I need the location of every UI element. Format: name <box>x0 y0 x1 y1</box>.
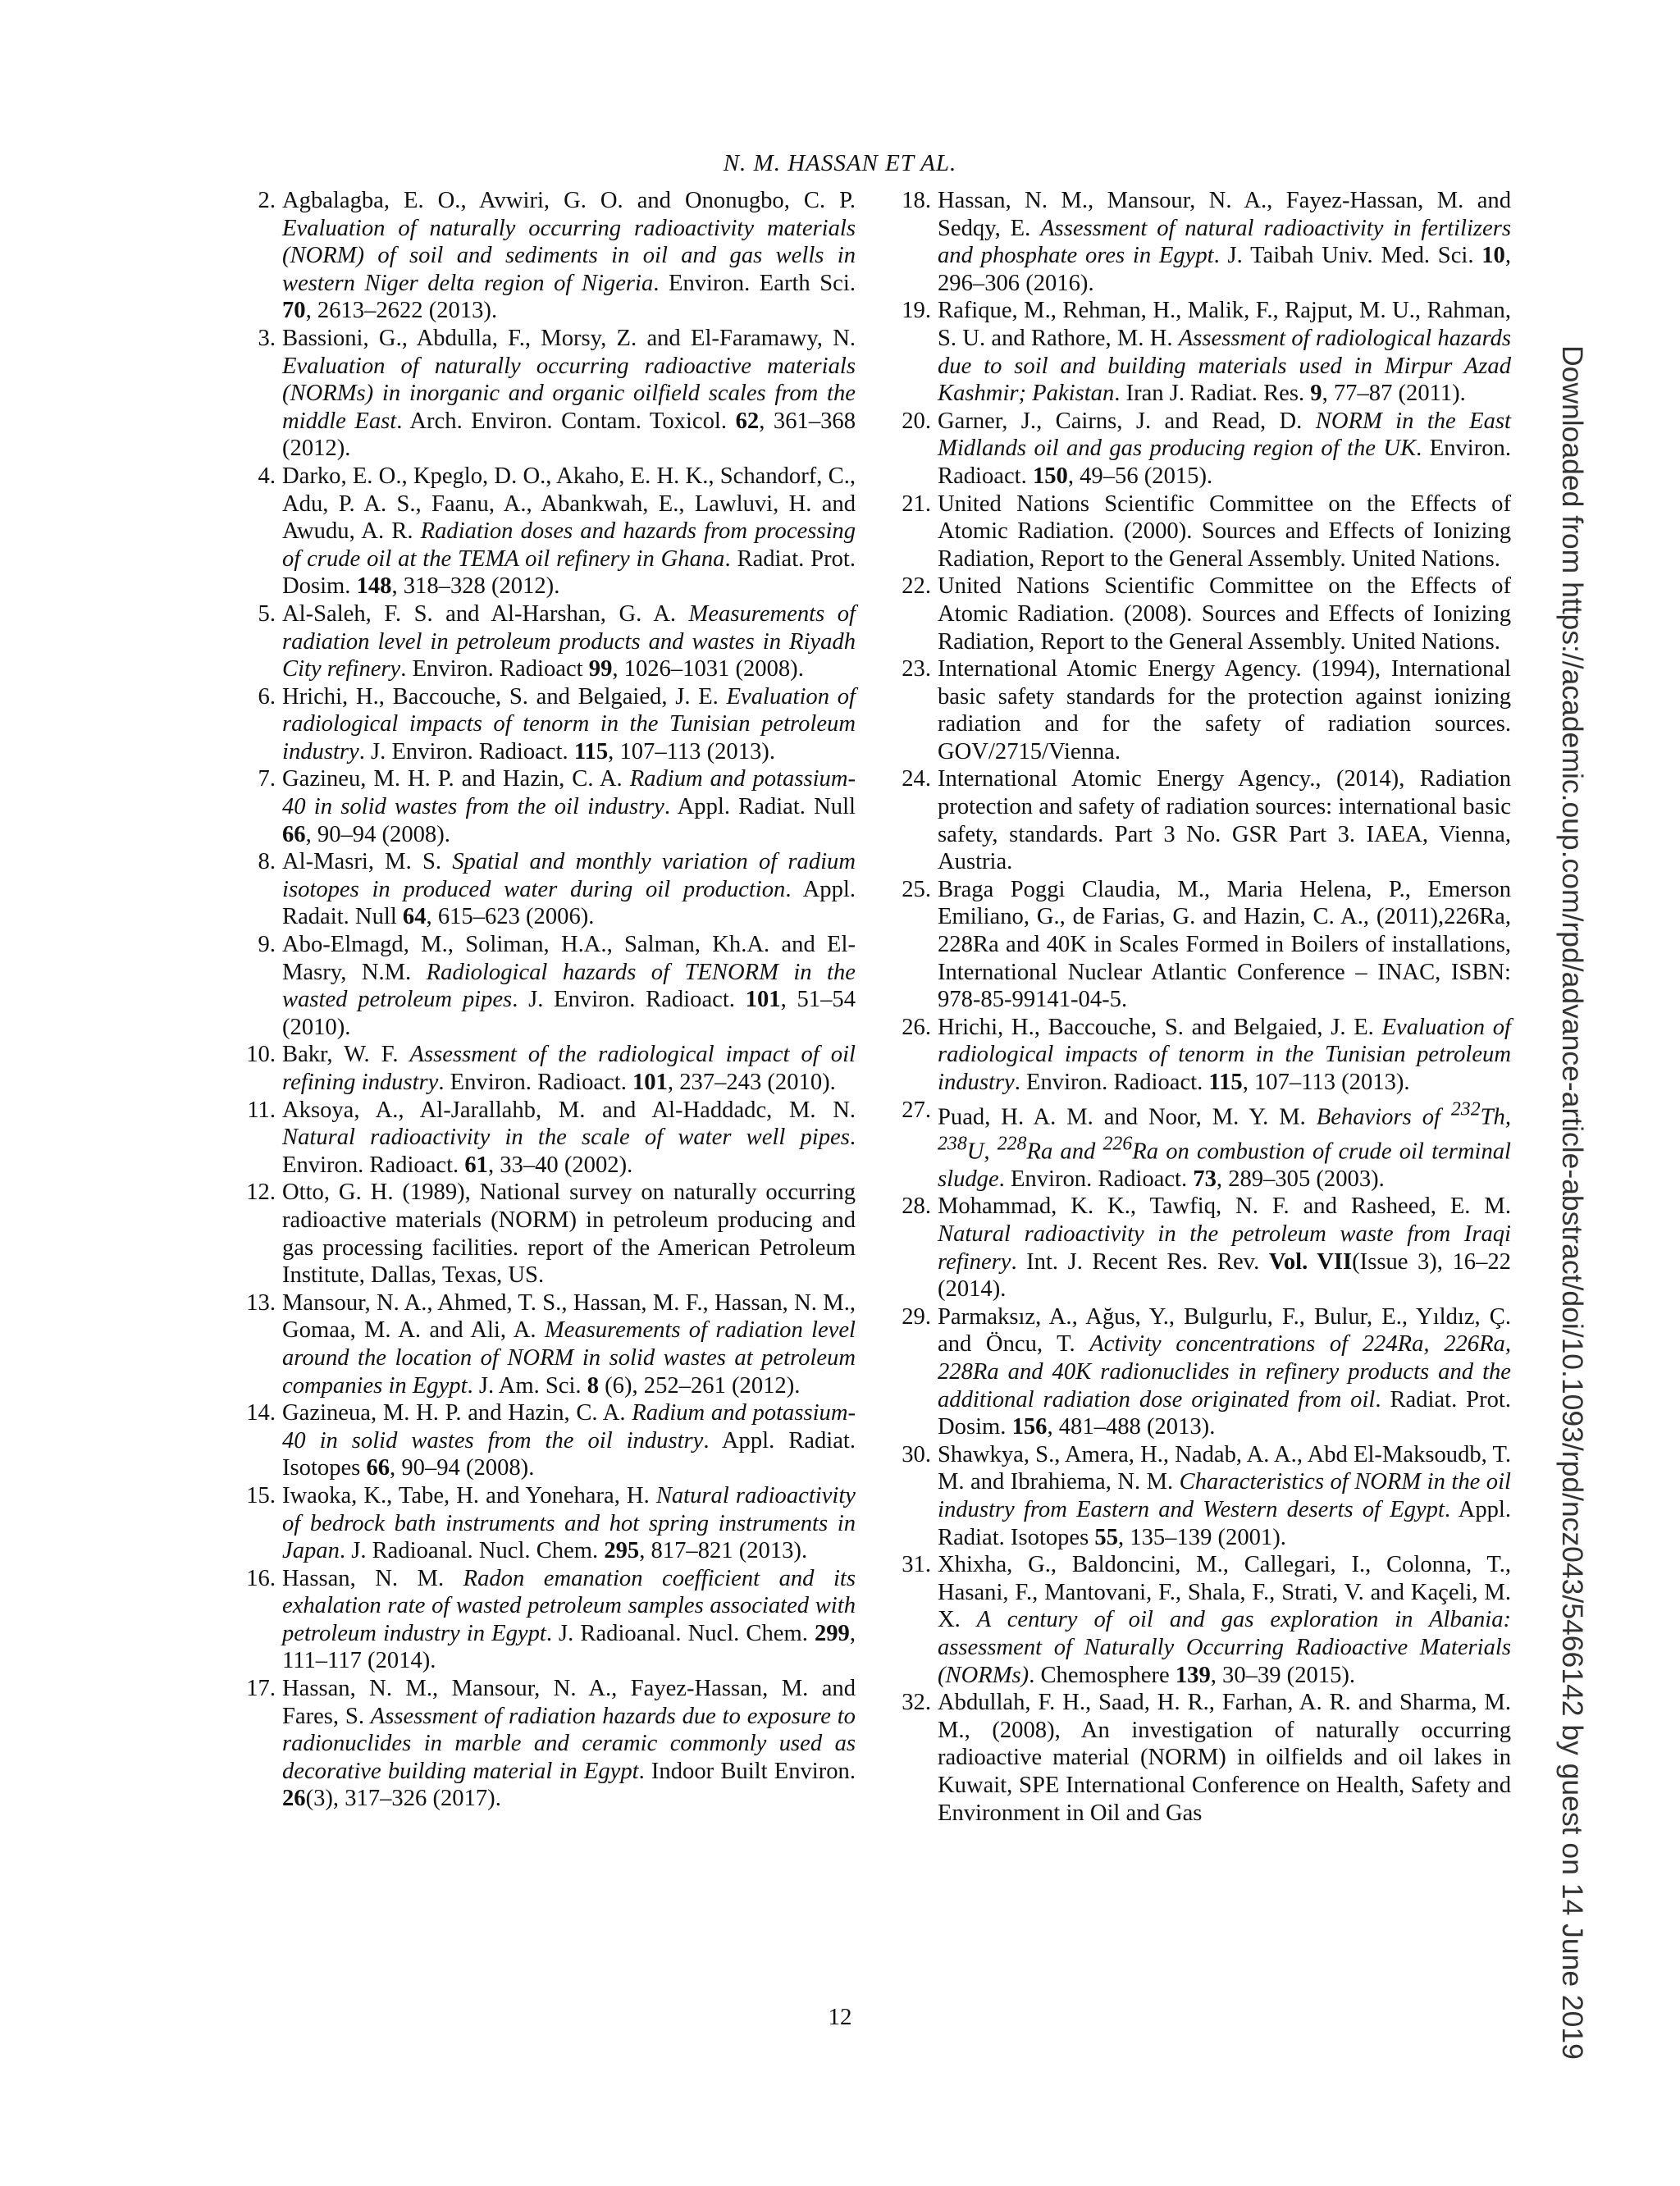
reference-title-text: Radon emanation coefficient and its exhalation rate of wasted petroleum samples associated with petroleum industry in Egypt <box>282 1565 856 1646</box>
reference-text: . Environ. Radioact. <box>998 1166 1194 1192</box>
reference-text: , 2613–2622 (2013). <box>305 298 498 324</box>
reference-text: , 111–117 (2014). <box>282 1620 856 1674</box>
reference-volume: 8 <box>587 1372 599 1399</box>
reference-number: 10. <box>246 1042 276 1068</box>
reference-title-text: Assessment of the radiological impact of oil refining industry <box>282 1042 856 1095</box>
reference-text: , 481–488 (2013). <box>1047 1414 1216 1440</box>
reference-text: Al-Masri, M. S. <box>282 849 453 875</box>
reference-text: Gazineua, M. H. P. and Hazin, C. A. <box>282 1400 632 1426</box>
reference-title-text: NORM in the East Midlands oil and gas producing region of the UK <box>938 408 1511 462</box>
reference-title-text: Ra on combustion of crude oil terminal sludge <box>938 1139 1511 1192</box>
reference-volume: 70 <box>282 298 306 324</box>
reference-item <box>900 573 1511 655</box>
reference-text: , 77–87 (2011). <box>1322 381 1466 407</box>
reference-text: , 30–39 (2015). <box>1210 1662 1356 1688</box>
reference-title-text: Assessment of radiation hazards due to exposure to radionuclides in marble and ceramic commonly used as decorative building material in Egypt <box>282 1703 856 1784</box>
reference-volume: 150 <box>1032 463 1068 489</box>
reference-text: Agbalagba, E. O., Avwiri, G. O. and Ononugbo, C. P. <box>282 188 856 213</box>
reference-title-text: Evaluation of radiological impacts of tenorm in the Tunisian petroleum industry <box>938 1014 1511 1095</box>
reference-volume: 295 <box>604 1538 640 1564</box>
reference-item <box>244 683 856 766</box>
reference-title-text: Spatial and monthly variation of radium isotopes in produced water during oil production <box>282 849 856 902</box>
reference-volume: 61 <box>464 1152 488 1178</box>
isotope-superscript: 228 <box>997 1133 1027 1155</box>
reference-number: 6. <box>258 683 276 710</box>
reference-number: 29. <box>902 1303 931 1330</box>
reference-number: 14. <box>246 1400 276 1426</box>
reference-text: . Environ. Radioact. <box>1014 1070 1209 1095</box>
reference-text: . Int. J. Recent Res. Rev. <box>1011 1248 1269 1275</box>
reference-number: 24. <box>902 766 931 792</box>
reference-title-text: Measurements of radiation level in petroleum products and wastes in Riyadh City refinery <box>282 600 856 682</box>
reference-title-text: Radium and potassium-40 in solid wastes from the oil industry <box>282 1400 856 1454</box>
reference-title-text: Measurements of radiation level around the location of NORM in solid wastes at petroleum companies in Egypt <box>282 1317 856 1399</box>
reference-text: Gazineu, M. H. P. and Hazin, C. A. <box>282 766 630 792</box>
reference-text: United Nations Scientific Committee on the Effects of Atomic Radiation. (2000). Sources and Effects of Ionizing Radiation, Report to the General Assembly. United Nations. <box>938 491 1511 572</box>
reference-volume: 9 <box>1310 381 1322 407</box>
reference-volume: 10 <box>1481 243 1505 269</box>
reference-text: , 1026–1031 (2008). <box>612 656 804 682</box>
reference-item <box>244 1482 856 1565</box>
references-left-column <box>244 187 856 1813</box>
reference-item <box>900 408 1511 491</box>
reference-text: . Appl. Radait. Null <box>282 876 856 930</box>
reference-item <box>244 325 856 463</box>
reference-number: 31. <box>902 1552 931 1578</box>
reference-title-text <box>938 1133 967 1164</box>
reference-volume: 66 <box>282 821 306 847</box>
reference-item <box>900 1551 1511 1689</box>
reference-item <box>244 1565 856 1675</box>
reference-number: 12. <box>246 1180 276 1206</box>
reference-number: 23. <box>902 656 931 682</box>
reference-title-text: Evaluation of naturally occurring radioactivity materials (NORM) of soil and sediments in oil and gas wells in western Niger delta region of Nigeria <box>282 215 856 296</box>
reference-title-text: Th, <box>1480 1104 1511 1130</box>
reference-item <box>900 1097 1511 1193</box>
reference-title-text: Assessment of radiological hazards due to soil and building materials used in Mirpur Azad Kashmir; Pakistan <box>938 325 1512 407</box>
reference-volume: 115 <box>573 738 609 764</box>
reference-text: . J. Radioanal. Nucl. Chem. <box>339 1538 605 1564</box>
reference-text: , 361–368 (2012). <box>282 408 856 462</box>
reference-text: . Appl. Radiat. Isotopes <box>938 1496 1512 1550</box>
reference-number: 32. <box>902 1690 931 1716</box>
reference-item <box>244 1399 856 1482</box>
reference-number: 15. <box>246 1482 276 1508</box>
reference-text: (3), 317–326 (2017). <box>305 1786 501 1812</box>
reference-text: . Environ. Earth Sci. <box>653 270 856 296</box>
reference-text: Hassan, N. M. <box>282 1565 463 1591</box>
reference-item <box>900 1441 1511 1551</box>
reference-item <box>900 655 1511 765</box>
references-right-column <box>900 187 1511 1827</box>
reference-number: 27. <box>902 1097 931 1123</box>
reference-title-text <box>1102 1133 1133 1164</box>
reference-volume: 62 <box>735 408 760 434</box>
reference-text: . Radiat. Prot. Dosim. <box>282 545 856 600</box>
reference-text: Hrichi, H., Baccouche, S. and Belgaied, J. E. <box>938 1014 1382 1040</box>
reference-text: . J. Radioanal. Nucl. Chem. <box>546 1620 815 1646</box>
reference-title-text: U, <box>966 1139 998 1165</box>
reference-number: 8. <box>258 849 276 875</box>
reference-item <box>244 1289 856 1399</box>
reference-text: International Atomic Energy Agency. (1994), International basic safety standards for the protection against ionizing radiation and for the safety of radiation sources. GOV/2715/Vienna. <box>938 656 1511 764</box>
reference-volume: 299 <box>814 1620 850 1646</box>
reference-text: , 237–243 (2010). <box>667 1070 836 1095</box>
reference-text: . Arch. Environ. Contam. Toxicol. <box>396 408 736 434</box>
reference-volume: 55 <box>1094 1524 1118 1550</box>
reference-volume: 73 <box>1193 1166 1217 1192</box>
reference-number: 22. <box>902 573 931 600</box>
reference-text: . Environ. Radioact <box>400 656 589 682</box>
reference-number: 2. <box>258 188 276 213</box>
reference-text: . Appl. Radiat. Null <box>664 794 856 820</box>
reference-item <box>900 765 1511 875</box>
reference-title-text: Behaviors of <box>1316 1104 1451 1130</box>
reference-text: Darko, E. O., Kpeglo, D. O., Akaho, E. H. K., Schandorf, C., Adu, P. A. S., Faanu, A., Abankwah, E., Lawluvi, H. and Awudu, A. R. <box>282 463 856 545</box>
reference-item <box>244 1179 856 1289</box>
reference-item <box>900 1303 1511 1441</box>
reference-number: 3. <box>258 325 276 351</box>
reference-volume: 101 <box>632 1070 668 1095</box>
reference-item <box>244 187 856 325</box>
reference-text: International Atomic Energy Agency., (2014), Radiation protection and safety of radiation sources: international basic safety, standards. Part 3 No. GSR Part 3. IAEA, Vienna, Austria. <box>938 766 1511 875</box>
reference-text: Puad, H. A. M. and Noor, M. Y. M. <box>938 1104 1317 1130</box>
reference-text: Mansour, N. A., Ahmed, T. S., Hassan, M. F., Hassan, N. M., Gomaa, M. A. and Ali, A. <box>282 1289 856 1344</box>
reference-text: , 90–94 (2008). <box>390 1455 535 1481</box>
reference-item <box>244 765 856 848</box>
reference-text: , 49–56 (2015). <box>1067 463 1213 489</box>
reference-item <box>244 600 856 683</box>
reference-number: 28. <box>902 1193 931 1220</box>
reference-title-text <box>997 1133 1027 1164</box>
reference-text: , 90–94 (2008). <box>305 821 450 847</box>
reference-text: , 33–40 (2002). <box>487 1152 633 1178</box>
reference-number: 17. <box>246 1676 276 1702</box>
reference-text: , 289–305 (2003). <box>1216 1166 1385 1192</box>
reference-volume: 101 <box>745 987 781 1013</box>
reference-text: . J. Environ. Radioact. <box>512 987 746 1013</box>
reference-text: . J. Environ. Radioact. <box>358 738 574 764</box>
reference-title-text: A century of oil and gas exploration in Albania: assessment of Naturally Occurring Radioactive Materials (NORMs) <box>938 1607 1512 1688</box>
running-title: N. M. HASSAN ET AL. <box>723 150 957 176</box>
reference-number: 18. <box>902 188 931 213</box>
isotope-superscript: 232 <box>1450 1098 1481 1120</box>
reference-title-text: Assessment of natural radioactivity in fertilizers and phosphate ores in Egypt <box>938 215 1511 269</box>
reference-number: 30. <box>902 1441 931 1467</box>
reference-number: 25. <box>902 876 931 902</box>
reference-text: . J. Am. Sci. <box>467 1372 587 1399</box>
reference-item <box>244 848 856 931</box>
reference-volume: 66 <box>366 1455 390 1481</box>
reference-number: 19. <box>902 298 931 324</box>
reference-text: Shawkya, S., Amera, H., Nadab, A. A., Abd El-Maksoudb, T. M. and Ibrahiema, N. M. <box>938 1441 1511 1495</box>
reference-number: 4. <box>258 463 276 489</box>
reference-number: 20. <box>902 408 931 434</box>
isotope-superscript: 238 <box>938 1133 967 1155</box>
reference-text: Otto, G. H. (1989), National survey on naturally occurring radioactive materials (NORM) in petroleum producing and gas processing facilities. report of the American Petroleum Institute, Dallas, Texas, US. <box>282 1180 856 1289</box>
reference-text: . Indoor Built Environ. <box>638 1758 856 1784</box>
reference-volume: 64 <box>402 904 427 930</box>
reference-item <box>244 1041 856 1096</box>
reference-item <box>244 1675 856 1813</box>
reference-volume: 26 <box>282 1786 306 1812</box>
reference-text: , 318–328 (2012). <box>391 573 560 600</box>
reference-text: , 615–623 (2006). <box>426 904 595 930</box>
reference-title-text: Characteristics of NORM in the oil industry from Eastern and Western deserts of Egypt <box>938 1469 1511 1522</box>
reference-title-text: Natural radioactivity in the scale of water well pipes <box>282 1125 850 1151</box>
reference-text: Aksoya, A., Al-Jarallahb, M. and Al-Haddadc, M. N. <box>282 1097 856 1123</box>
reference-text: , 135–139 (2001). <box>1117 1524 1286 1550</box>
reference-volume: 148 <box>356 573 392 600</box>
reference-title-text: Radium and potassium-40 in solid wastes from the oil industry <box>282 766 856 820</box>
reference-number: 21. <box>902 491 931 517</box>
reference-item <box>244 931 856 1041</box>
reference-number: 9. <box>258 932 276 958</box>
reference-volume: 139 <box>1175 1662 1211 1688</box>
reference-item <box>900 491 1511 573</box>
reference-text: Braga Poggi Claudia, M., Maria Helena, P., Emerson Emiliano, G., de Farias, G. and Hazin, C. A., (2011),226Ra, 228Ra and 40K in Scales Formed in Boilers of installations, International Nuclear Atlantic Conference – INAC, ISBN: 978-85-99141-04-5. <box>938 876 1511 1013</box>
reference-text: Hassan, N. M., Mansour, N. A., Fayez-Hassan, M. and Fares, S. <box>282 1676 856 1729</box>
reference-text: , 296–306 (2016). <box>938 243 1511 296</box>
reference-text: Abdullah, F. H., Saad, H. R., Farhan, A. R. and Sharma, M. M., (2008), An investigation of naturally occurring radioactive material (NORM) in oilfields and oil lakes in Kuwait, SPE International Conference on Health, Safety and Environment in Oil and Gas <box>938 1690 1511 1826</box>
reference-text: . Chemosphere <box>1029 1662 1176 1688</box>
reference-text: United Nations Scientific Committee on the Effects of Atomic Radiation. (2008). Sources and Effects of Ionizing Radiation, Report to the General Assembly. United Nations. <box>938 573 1511 655</box>
reference-text: Hrichi, H., Baccouche, S. and Belgaied, J. E. <box>282 683 727 710</box>
reference-text: . Iran J. Radiat. Res. <box>1114 381 1311 407</box>
reference-item <box>900 187 1511 297</box>
reference-text: , 107–113 (2013). <box>608 738 775 764</box>
reference-text: Hassan, N. M., Mansour, N. A., Fayez-Hassan, M. and Sedqy, E. <box>938 188 1511 241</box>
reference-item <box>900 876 1511 1014</box>
reference-number: 16. <box>246 1565 276 1591</box>
reference-title-text: Ra and <box>1026 1139 1103 1165</box>
reference-item <box>244 463 856 600</box>
reference-text: . J. Taibah Univ. Med. Sci. <box>1213 243 1482 269</box>
download-notice: Downloaded from https://academic.oup.com/rpd/advance-article-abstract/doi/10.1093/rpd/ncz043/5466142 by guest on 14 June 2019 <box>1556 345 1589 2060</box>
reference-title-text <box>1450 1098 1481 1130</box>
reference-title-text: Evaluation of radiological impacts of tenorm in the Tunisian petroleum industry <box>282 683 856 764</box>
reference-volume: 156 <box>1011 1414 1048 1440</box>
reference-title-text: Evaluation of naturally occurring radioactive materials (NORMs) in inorganic and organic oilfield scales from the middle East <box>282 353 856 434</box>
reference-text: Al-Saleh, F. S. and Al-Harshan, G. A. <box>282 600 689 627</box>
reference-title-text: Natural radioactivity in the petroleum waste from Iraqi refinery <box>938 1221 1511 1275</box>
reference-item <box>244 1097 856 1180</box>
reference-text: Parmaksız, A., Ağus, Y., Bulgurlu, F., Bulur, E., Yıldız, Ç. and Öncu, T. <box>938 1303 1511 1358</box>
reference-text: , 107–113 (2013). <box>1242 1070 1410 1095</box>
reference-volume: Vol. VII <box>1268 1248 1353 1275</box>
reference-text: Garner, J., Cairns, J. and Read, D. <box>938 408 1316 434</box>
reference-text: . Radiat. Prot. Dosim. <box>938 1386 1511 1440</box>
reference-number: 13. <box>246 1289 276 1316</box>
reference-text: Xhixha, G., Baldoncini, M., Callegari, I., Colonna, T., Hasani, F., Mantovani, F., Shala, F., Strati, V. and Kaçeli, M. X. <box>938 1552 1511 1633</box>
reference-text: Iwaoka, K., Tabe, H. and Yonehara, H. <box>282 1482 656 1508</box>
reference-number: 26. <box>902 1014 931 1040</box>
reference-title-text: Natural radioactivity of bedrock bath instruments and hot spring instruments in Japan <box>282 1482 856 1564</box>
reference-volume: 99 <box>588 656 613 682</box>
reference-title-text: Radiation doses and hazards from processing of crude oil at the TEMA oil refinery in Ghana <box>282 518 856 572</box>
reference-text: Rafique, M., Rehman, H., Malik, F., Rajput, M. U., Rahman, S. U. and Rathore, M. H. <box>938 298 1511 351</box>
isotope-superscript: 226 <box>1102 1133 1133 1155</box>
reference-text: . Appl. Radiat. Isotopes <box>282 1427 856 1481</box>
reference-number: 7. <box>258 766 276 792</box>
reference-text: . Environ. Radioact. <box>438 1070 632 1095</box>
reference-item <box>900 1014 1511 1097</box>
reference-title-text: Activity concentrations of 224Ra, 226Ra, 228Ra and 40K radionuclides in refinery products and the additional radiation dose originated from oil <box>938 1331 1511 1412</box>
reference-text: Bassioni, G., Abdulla, F., Morsy, Z. and El-Faramawy, N. <box>282 325 856 351</box>
reference-text: (6), 252–261 (2012). <box>599 1372 801 1399</box>
reference-number: 11. <box>247 1097 276 1123</box>
reference-title-text: Radiological hazards of TENORM in the wasted petroleum pipes <box>282 959 856 1013</box>
reference-text: Abo-Elmagd, M., Soliman, H.A., Salman, Kh.A. and El-Masry, N.M. <box>282 932 856 985</box>
reference-item <box>900 1193 1511 1303</box>
reference-text: , 817–821 (2013). <box>639 1538 808 1564</box>
reference-volume: 115 <box>1208 1070 1243 1095</box>
reference-text: (Issue 3), 16–22 (2014). <box>938 1248 1511 1303</box>
reference-text: . Environ. Radioact. <box>938 436 1511 489</box>
page-number: 12 <box>828 2004 852 2030</box>
reference-text: , 51–54 (2010). <box>282 987 856 1040</box>
reference-number: 5. <box>258 600 276 627</box>
reference-item <box>900 297 1511 407</box>
reference-text: . Environ. Radioact. <box>282 1125 856 1178</box>
reference-text: Mohammad, K. K., Tawfiq, N. F. and Rasheed, E. M. <box>938 1193 1511 1220</box>
reference-item <box>900 1689 1511 1827</box>
reference-text: Bakr, W. F. <box>282 1042 410 1068</box>
